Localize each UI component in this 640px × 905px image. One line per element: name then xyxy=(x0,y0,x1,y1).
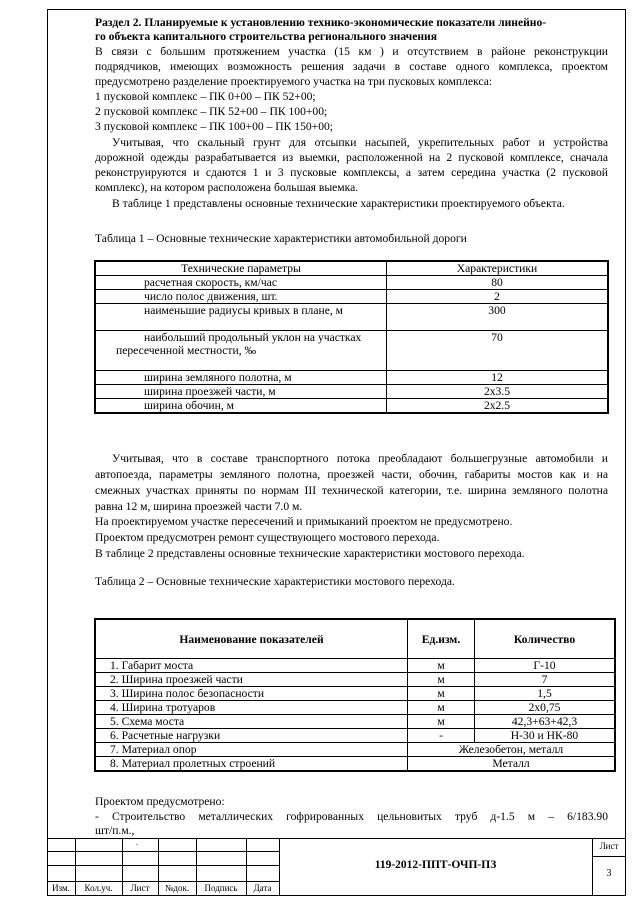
paragraph-1-line: В связи с большим протяжением участка (15 км ) и отсутствием в районе реконструкции xyxy=(95,45,608,58)
paragraph-2-line: реконструируются и сдаются 1 и 3 пусковые комплексы, а затем середина участка (2 пусковой xyxy=(95,166,608,179)
paragraph-4-line: равна 12 м, ширина проезжей части 7.0 м. xyxy=(95,500,303,513)
paragraph-9-line: - Строительство металлических гофрированных цельновитых труб д-1.5 м – 6/183.90 xyxy=(95,810,608,823)
paragraph-2-line: дорожной одежды разрабатывается из выемки, расположенной на 2 пусковой комплексе, сначала xyxy=(95,151,608,164)
paragraph-2-line: Учитывая, что скальный грунт для отсыпки насыпей, укрепительных работ и устройства xyxy=(112,136,608,149)
document-code: 119-2012-ППТ-ОЧП-ПЗ xyxy=(374,859,497,871)
stamp-header-izm: Изм. xyxy=(52,883,70,893)
paragraph-4-line: Учитывая, что в составе транспортного потока преобладают большегрузные автомобили и xyxy=(112,452,608,465)
name-cell: 2. Ширина проезжей части xyxy=(95,673,408,687)
name-cell: 4. Ширина тротуаров xyxy=(95,701,408,715)
header-cell: Характеристики xyxy=(387,261,609,276)
table-row xyxy=(95,743,615,757)
qty-cell: Н-30 и НК-80 xyxy=(475,729,616,743)
paragraph-1-line: подрядчиков, имеющих возможность решения задачи в составе одного комплекса, проектом xyxy=(95,60,608,73)
table-1 xyxy=(94,260,609,414)
unit-cell: м xyxy=(408,715,475,729)
value-cell: Железобетон, металл xyxy=(408,743,616,757)
complex-item: 3 пусковой комплекс – ПК 100+00 – ПК 150+00; xyxy=(95,120,334,133)
qty-cell: Г-10 xyxy=(475,659,616,673)
param-cell: ширина проезжей части, м xyxy=(95,385,387,399)
value-cell: 2х3.5 xyxy=(387,385,609,399)
name-cell: 1. Габарит моста xyxy=(95,659,408,673)
table-2-caption: Таблица 2 – Основные технические характеристики мостового перехода. xyxy=(95,575,455,588)
name-cell: 6. Расчетные нагрузки xyxy=(95,729,408,743)
stamp-header-kol-uch: Кол.уч. xyxy=(84,883,113,893)
paragraph-9-line: шт/п.м., xyxy=(95,824,135,837)
name-cell: 3. Ширина полос безопасности xyxy=(95,687,408,701)
table-2 xyxy=(94,618,616,772)
qty-cell: 2х0,75 xyxy=(475,701,616,715)
title-block xyxy=(47,838,626,896)
param-cell: наименьшие радиусы кривых в плане, м xyxy=(95,304,387,331)
paragraph-1-line: предусмотрено разделение проектируемого участка на три пусковых комплекса: xyxy=(95,75,493,88)
name-cell: 8. Материал пролетных строений xyxy=(95,757,408,772)
value-cell: 300 xyxy=(387,304,609,331)
table-row xyxy=(95,399,608,414)
table-row xyxy=(95,757,615,772)
value-cell: 2х2.5 xyxy=(387,399,609,414)
stamp-dot: . xyxy=(136,838,138,847)
table-row xyxy=(95,385,608,399)
paragraph-7: В таблице 2 представлены основные технические характеристики мостового перехода. xyxy=(95,547,525,560)
table-row xyxy=(95,331,608,371)
header-cell: Наименование показателей xyxy=(95,619,408,659)
paragraph-4-line: автопоезда, параметры земляного полотна, проезжей части, обочин, габариты мостов как и на xyxy=(95,468,608,481)
unit-cell: м xyxy=(408,673,475,687)
qty-cell: 1,5 xyxy=(475,687,616,701)
header-cell: Ед.изм. xyxy=(408,619,475,659)
value-cell: 2 xyxy=(387,290,609,304)
stamp-header-data: Дата xyxy=(253,883,272,893)
unit-cell: м xyxy=(408,701,475,715)
table-row xyxy=(95,715,615,729)
paragraph-8: Проектом предусмотрено: xyxy=(95,795,225,808)
complex-item: 1 пусковой комплекс – ПК 0+00 – ПК 52+00; xyxy=(95,90,316,103)
param-cell: ширина обочин, м xyxy=(95,399,387,414)
unit-cell: м xyxy=(408,687,475,701)
sheet-label: Лист xyxy=(599,841,619,851)
value-cell: 80 xyxy=(387,276,609,290)
paragraph-5: На проектируемом участке пересечений и примыканий проектом не предусмотрено. xyxy=(95,515,513,528)
sheet-number: 3 xyxy=(606,868,612,879)
table-row xyxy=(95,276,608,290)
unit-cell: м xyxy=(408,659,475,673)
table-row xyxy=(95,701,615,715)
table-row xyxy=(95,304,608,331)
stamp-header-list: Лист xyxy=(130,883,150,893)
name-cell: 5. Схема моста xyxy=(95,715,408,729)
paragraph-2-line: комплекс), на котором расположена большая выемка. xyxy=(95,181,359,194)
param-cell: ширина земляного полотна, м xyxy=(95,371,387,385)
value-cell: Металл xyxy=(408,757,616,772)
table-row xyxy=(95,729,615,743)
table-header-row xyxy=(95,619,615,659)
table-1-caption: Таблица 1 – Основные технические характеристики автомобильной дороги xyxy=(95,232,467,245)
table-row xyxy=(95,659,615,673)
header-cell: Технические параметры xyxy=(95,261,387,276)
complex-item: 2 пусковой комплекс – ПК 52+00 – ПК 100+00; xyxy=(95,105,328,118)
value-cell: 70 xyxy=(387,331,609,371)
stamp-header-podpis: Подпись xyxy=(204,883,238,893)
qty-cell: 7 xyxy=(475,673,616,687)
header-cell: Количество xyxy=(475,619,616,659)
value-cell: 12 xyxy=(387,371,609,385)
table-row xyxy=(95,673,615,687)
paragraph-3: В таблице 1 представлены основные технические характеристики проектируемого объекта. xyxy=(112,197,565,210)
paragraph-6: Проектом предусмотрен ремонт существующего мостового перехода. xyxy=(95,531,440,544)
section-heading-cont: го объекта капитального строительства регионального значения xyxy=(95,30,437,43)
table-row xyxy=(95,371,608,385)
section-heading: Раздел 2. Планируемые к установлению технико-экономические показатели линейно- xyxy=(95,16,547,29)
stamp-header-ndok: №док. xyxy=(164,883,190,893)
qty-cell: 42,3+63+42,3 xyxy=(475,715,616,729)
table-header-row xyxy=(95,261,608,276)
table-row xyxy=(95,687,615,701)
param-cell: расчетная скорость, км/час xyxy=(95,276,387,290)
param-cell: наибольший продольный уклон на участках пересеченной местности, ‰ xyxy=(95,331,387,371)
param-cell: число полос движения, шт. xyxy=(95,290,387,304)
name-cell: 7. Материал опор xyxy=(95,743,408,757)
table-row xyxy=(95,290,608,304)
unit-cell: - xyxy=(408,729,475,743)
paragraph-4-line: смежных участках приняты по нормам III технической категории, т.е. ширина земляного полотна xyxy=(95,484,608,497)
